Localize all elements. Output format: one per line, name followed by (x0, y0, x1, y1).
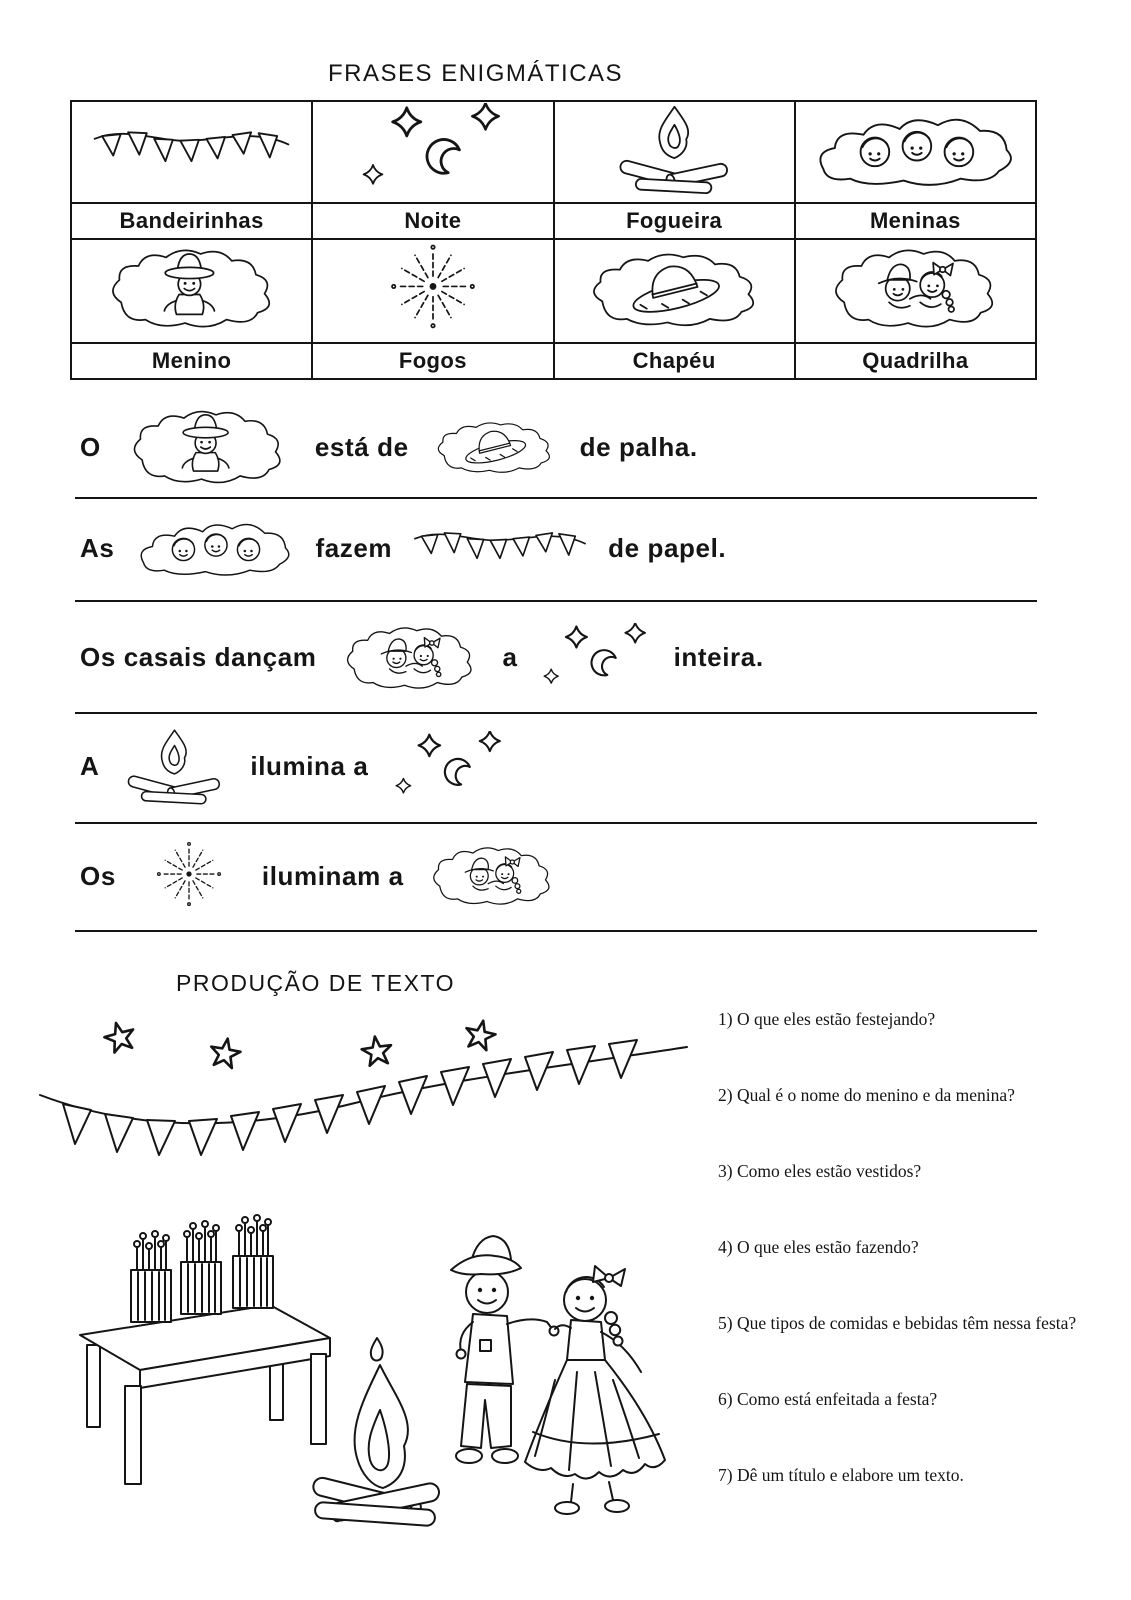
sentence-text: iluminam a (261, 860, 404, 891)
vocab-label-row-1 (71, 203, 1036, 239)
scene-bonfire (311, 1338, 440, 1526)
vocab-label: Chapéu (554, 343, 795, 379)
bunting-flags-icon (89, 120, 294, 180)
questions-list (718, 1008, 1078, 1540)
sentence-4 (80, 724, 530, 809)
sentence-2 (80, 508, 726, 588)
scene-stars (102, 1018, 498, 1069)
straw-hat-icon (427, 416, 562, 478)
sentence-text: está de (314, 431, 409, 462)
boy-icon (97, 240, 287, 337)
sentence-text: de palha. (579, 431, 698, 462)
straw-hat-icon (577, 245, 772, 333)
boy-icon (119, 402, 297, 492)
dancing-couple-icon (335, 619, 485, 697)
sleeping-girls-icon (132, 514, 297, 582)
vocab-image-row-1 (71, 101, 1036, 203)
vocab-label: Meninas (795, 203, 1036, 239)
sentence-text: inteira. (673, 642, 764, 672)
dancing-couple-icon (820, 240, 1010, 337)
section-title: PRODUÇÃO DE TEXTO (176, 970, 455, 996)
sentence-text: fazem (315, 532, 393, 563)
vocab-label: Fogueira (554, 203, 795, 239)
vocab-label: Bandeirinhas (71, 203, 312, 239)
scene-table (80, 1305, 330, 1484)
sentence-text: Os (80, 860, 116, 891)
question-5: 5) Que tipos de comidas e bebidas têm nessa festa? (718, 1313, 1077, 1333)
sentence-3 (80, 615, 764, 700)
vocab-table (70, 100, 1037, 380)
scene-bunting (40, 1040, 687, 1155)
vocab-label: Noite (312, 203, 553, 239)
writing-line (75, 712, 1037, 714)
sentence-5 (80, 836, 580, 916)
fireworks-icon (368, 242, 498, 336)
writing-line (75, 600, 1037, 602)
sentence-text: A (80, 751, 100, 781)
sentence-text: As (80, 532, 115, 563)
writing-line (75, 822, 1037, 824)
festa-junina-scene-illustration (25, 1000, 705, 1560)
vocab-label: Fogos (312, 343, 553, 379)
question-2: 2) Qual é o nome do menino e da menina? (718, 1085, 1015, 1105)
page-title: FRASES ENIGMÁTICAS (328, 60, 624, 87)
vocab-label: Menino (71, 343, 312, 379)
vocab-label-row-2 (71, 343, 1036, 379)
dancing-couple-icon (422, 839, 562, 913)
bunting-flags-icon (410, 521, 590, 576)
bonfire-icon (607, 103, 742, 197)
sentence-text: Os casais dançam (80, 642, 317, 672)
bonfire-icon (117, 727, 232, 807)
sentence-text: ilumina a (250, 751, 369, 781)
writing-line (75, 930, 1037, 932)
night-sky-icon (358, 103, 508, 197)
scene-dancing-girl (525, 1266, 665, 1514)
scene-popcorn-bags (131, 1215, 273, 1322)
question-7: 7) Dê um título e elabore um texto. (718, 1465, 964, 1485)
question-4: 4) O que eles estão fazendo? (718, 1237, 919, 1257)
night-sky-icon (387, 731, 512, 803)
sentence-text: O (80, 431, 101, 462)
vocab-label: Quadrilha (795, 343, 1036, 379)
question-3: 3) Como eles estão vestidos? (718, 1161, 922, 1181)
vocab-image-row-2 (71, 239, 1036, 343)
sentence-text: de papel. (608, 532, 727, 563)
sentence-text: a (502, 642, 518, 672)
question-6: 6) Como está enfeitada a festa? (718, 1389, 938, 1409)
fireworks-icon (134, 840, 244, 912)
sleeping-girls-icon (810, 106, 1020, 194)
night-sky-icon (536, 623, 656, 693)
sentence-1 (80, 402, 698, 492)
question-1: 1) O que eles estão festejando? (718, 1009, 936, 1029)
writing-line (75, 497, 1037, 499)
